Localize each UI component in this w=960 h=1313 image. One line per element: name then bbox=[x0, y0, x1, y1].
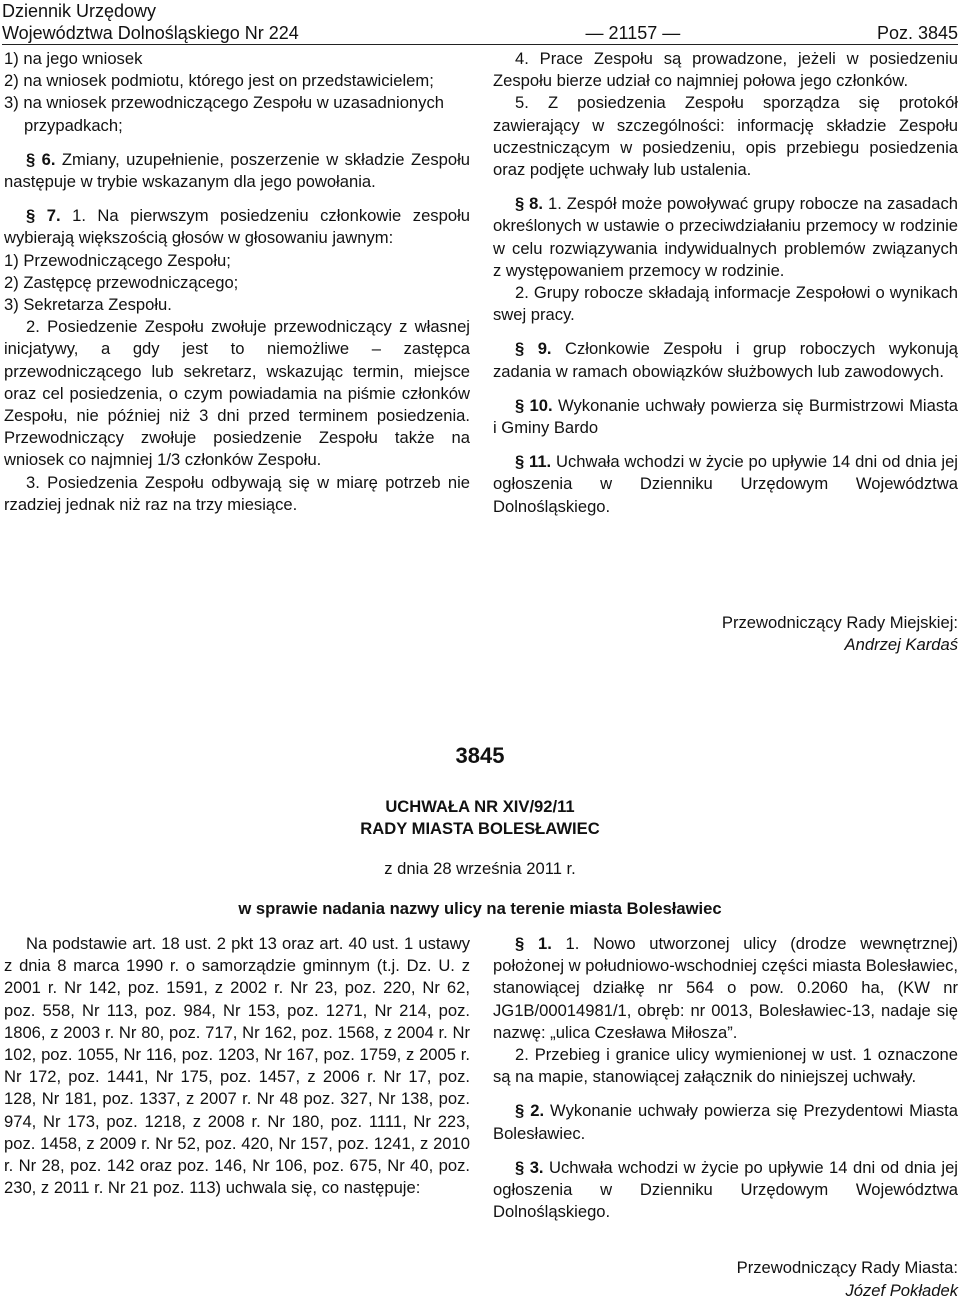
section-mark: § 1. bbox=[515, 934, 552, 953]
position-number: Poz. 3845 bbox=[876, 23, 958, 43]
paragraph: 2. Grupy robocze składają informacje Zespołowi o wynikach swej pracy. bbox=[493, 283, 958, 325]
page-header bbox=[2, 0, 958, 45]
bottom-right-column bbox=[493, 933, 958, 1302]
paragraph: 3. Posiedzenia Zespołu odbywają się w miarę potrzeb nie rzadziej jednak niż raz na trzy miesiące. bbox=[4, 472, 470, 514]
act-issuer: RADY MIASTA BOLESŁAWIEC bbox=[360, 819, 600, 838]
journal-title: Dziennik Urzędowy bbox=[2, 1, 157, 21]
section-3 bbox=[493, 1157, 958, 1224]
page-number: — 21157 — bbox=[585, 23, 681, 43]
section-mark: § 9. bbox=[515, 339, 552, 359]
bottom-left-column bbox=[4, 933, 470, 1199]
paragraph: 2) Zastępcę przewodniczącego; bbox=[4, 272, 239, 292]
section-mark: § 3. bbox=[515, 1157, 544, 1177]
section-8 bbox=[493, 193, 958, 282]
paragraph: 1) Przewodniczącego Zespołu; bbox=[4, 250, 231, 270]
section-mark: § 10. bbox=[515, 395, 553, 415]
header-row bbox=[2, 22, 958, 45]
signature-name: Andrzej Kardaś bbox=[844, 635, 958, 655]
paragraph: 1) na jego wniosek bbox=[4, 49, 143, 68]
section-2 bbox=[493, 1100, 958, 1144]
act-heading bbox=[0, 742, 960, 920]
top-left-column bbox=[4, 48, 470, 516]
paragraph: 4. Prace Zespołu są prowadzone, jeżeli w posiedzeniu Zespołu bierze udział co najmniej połowa jego członków. bbox=[493, 49, 958, 91]
section-text: Zmiany, uzupełnienie, poszerzenie w składzie Zespołu następuje w trybie wskazanym dla jego powołania. bbox=[4, 149, 470, 192]
paragraph: 3) na wniosek przewodniczącego Zespołu w uzasadnionych przypadkach; bbox=[4, 93, 444, 135]
act-subject: w sprawie nadania nazwy ulicy na terenie miasta Bolesławiec bbox=[238, 899, 722, 918]
paragraph: 2. Przebieg i granice ulicy wymienionej w ust. 1 oznaczone są na mapie, stanowiącej załącznik do niniejszej uchwały. bbox=[493, 1045, 958, 1087]
paragraph: 2. Posiedzenie Zespołu zwołuje przewodniczący z własnej inicjatywy, a gdy jest to niemożliwe – zastępca przewodniczącego lub sekretarz, wskazując termin, miejsce oraz cel posiedzenia, o czym powiadamia na piśmie członków Zespołu, nie później niż 3 dni przed terminem posiedzenia. Przewodniczący zwołuje posiedzenie Zespołu także na wniosek co najmniej 1/3 członków Zespołu. bbox=[4, 317, 470, 470]
section-text: Wykonanie uchwały powierza się Burmistrzowi Miasta i Gminy Bardo bbox=[493, 395, 958, 438]
signature-role: Przewodniczący Rady Miasta: bbox=[736, 1258, 958, 1278]
section-6 bbox=[4, 149, 470, 193]
paragraph: 3) Sekretarza Zespołu. bbox=[4, 295, 172, 315]
section-10 bbox=[493, 395, 958, 439]
section-mark: § 2. bbox=[515, 1101, 545, 1121]
act-date: z dnia 28 września 2011 r. bbox=[384, 859, 576, 878]
section-text: Uchwała wchodzi w życie po upływie 14 dni od dnia jej ogłoszenia w Dzienniku Urzędowym Województwa Dolnośląskiego. bbox=[493, 452, 958, 516]
section-9 bbox=[493, 338, 958, 382]
signature-role: Przewodniczący Rady Miejskiej: bbox=[721, 613, 958, 632]
section-7 bbox=[4, 205, 470, 249]
signature-name: Józef Pokładek bbox=[845, 1280, 958, 1300]
act-title: UCHWAŁA NR XIV/92/11 bbox=[385, 797, 575, 816]
section-text: 1. Na pierwszym posiedzeniu członkowie zespołu wybierają większością głosów w głosowaniu jawnym: bbox=[4, 206, 470, 248]
section-mark: § 8. bbox=[515, 194, 544, 214]
section-1 bbox=[493, 933, 958, 1044]
paragraph: 5. Z posiedzenia Zespołu sporządza się protokół zawierający w szczególności: informację składzie Zespołu uczestniczącym w posiedzeniu, opis przebiegu posiedzenia oraz podjęte uchwały lub ustalenia. bbox=[493, 93, 958, 180]
section-11 bbox=[493, 451, 958, 518]
section-text: 1. Nowo utworzonej ulicy (drodze wewnętrznej) położonej w południowo-wschodniej części miasta Bolesławiec, stanowiącej działkę nr 564 o pow. 0.2060 ha, (KW nr JG1B/00014981/1, obręb: nr 0013, Bolesławiec-13, nadaje się nazwę: „ulica Czesława Miłosza”. bbox=[493, 934, 958, 1042]
section-mark: § 6. bbox=[26, 149, 56, 169]
legal-basis: Na podstawie art. 18 ust. 2 pkt 13 oraz art. 40 ust. 1 ustawy z dnia 8 marca 1990 r. o samorządzie gminnym (t.j. Dz. U. z 2001 r. Nr 142, poz. 1591, z 2002 r. Nr 23, poz. 220, Nr 62, poz. 558, Nr 113, poz. 984, Nr 153, poz. 1271, Nr 214, poz. 1806, z 2003 r. Nr 80, poz. 717, Nr 162, poz. 1568, z 2004 r. Nr 102, poz. 1055, Nr 116, poz. 1203, Nr 167, poz. 1759, z 2005 r. Nr 172, poz. 1441, Nr 175, poz. 1457, z 2006 r. Nr 17, poz. 128, Nr 181, poz. 1337, z 2007 r. Nr 48 poz. 327, Nr 138, poz. 974, Nr 173, poz. 1218, z 2008 r. Nr 180, poz. 1111, Nr 223, poz. 1458, z 2009 r. Nr 52, poz. 420, Nr 157, poz. 1241, z 2010 r. Nr 28, poz. 142 oraz poz. 146, Nr 106, poz. 675, Nr 40, poz. 230, z 2011 r. Nr 21 poz. 113) uchwala się, co następuje: bbox=[4, 934, 470, 1198]
section-text: Członkowie Zespołu i grup roboczych wykonują zadania w ramach obowiązków służbowych lub zawodowych. bbox=[493, 339, 958, 381]
act-number: 3845 bbox=[455, 743, 505, 768]
section-text: Wykonanie uchwały powierza się Prezydentowi Miasta Bolesławiec. bbox=[493, 1101, 958, 1143]
top-right-column bbox=[493, 48, 958, 518]
section-mark: § 11. bbox=[515, 452, 552, 472]
section-mark: § 7. bbox=[26, 206, 61, 226]
section-text: 1. Zespół może powoływać grupy robocze na zasadach określonych w ustawie o przeciwdziałaniu przemocy w rodzinie w celu rozwiązywania indywidualnych problemów związanych z występowaniem przemocy w rodzinie. bbox=[493, 194, 958, 280]
paragraph: 2) na wniosek podmiotu, którego jest on przedstawicielem; bbox=[4, 71, 434, 91]
section-text: Uchwała wchodzi w życie po upływie 14 dni od dnia jej ogłoszenia w Dzienniku Urzędowym Województwa Dolnośląskiego. bbox=[493, 1157, 958, 1222]
signature-block bbox=[493, 612, 958, 656]
journal-issue: Województwa Dolnośląskiego Nr 224 bbox=[2, 23, 299, 43]
